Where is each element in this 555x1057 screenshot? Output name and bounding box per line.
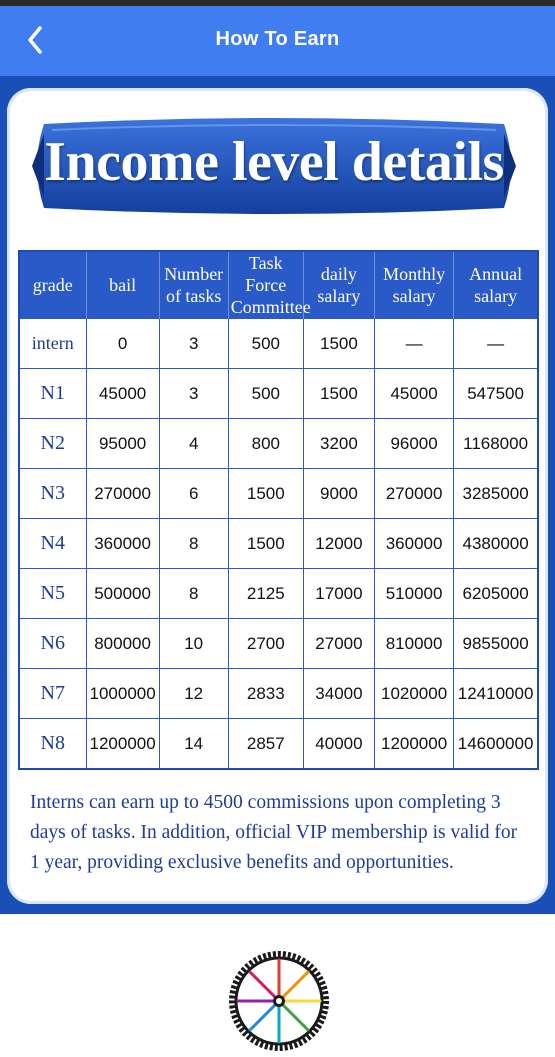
table-cell: 3 [159,369,228,419]
table-cell: 2125 [228,569,303,619]
table-cell: 95000 [86,419,159,469]
header-annual-salary: Annual salary [454,251,538,319]
table-cell: 360000 [86,519,159,569]
app-bar [0,6,555,76]
table-row [19,619,538,669]
table-header-row [19,251,538,319]
page-title: How To Earn [215,28,340,50]
table-cell: 3200 [303,419,374,469]
header-daily-salary: daily salary [303,251,374,319]
table-cell: 12000 [303,519,374,569]
table-cell: 8 [159,519,228,569]
table-row [19,519,538,569]
table-cell: 1200000 [86,719,159,770]
poster-note: Interns can earn up to 4500 commissions upon completing 3 days of tasks. In addition, official VIP membership is valid for 1 year, providing exclusive benefits and opportunities. [30,792,518,873]
table-cell: 8 [159,569,228,619]
table-cell: — [454,319,538,369]
table-cell: 45000 [374,369,453,419]
banner-title: Income level details [44,131,504,193]
income-table [18,250,539,770]
table-cell: 270000 [86,469,159,519]
table-cell: 1200000 [374,719,453,770]
grade-cell: N2 [19,419,86,469]
header-monthly-salary: Monthly salary [374,251,453,319]
grade-cell: N6 [19,619,86,669]
grade-cell: N7 [19,669,86,719]
table-cell: 10 [159,619,228,669]
color-wheel-icon [228,950,330,1052]
table-cell: 34000 [303,669,374,719]
table-cell: 810000 [374,619,453,669]
table-cell: 270000 [374,469,453,519]
table-cell: 500000 [86,569,159,619]
table-body [19,319,538,770]
header-grade: grade [19,251,86,319]
table-cell: 3 [159,319,228,369]
table-row [19,319,538,369]
table-cell: 6205000 [454,569,538,619]
table-cell: 360000 [374,519,453,569]
table-cell: 510000 [374,569,453,619]
table-cell: 14600000 [454,719,538,770]
table-cell: 1500 [303,369,374,419]
table-cell: 547500 [454,369,538,419]
table-row [19,419,538,469]
table-cell: — [374,319,453,369]
table-cell: 1500 [303,319,374,369]
grade-cell: N3 [19,469,86,519]
table-cell: 500 [228,319,303,369]
header-bail: bail [86,251,159,319]
table-cell: 6 [159,469,228,519]
table-cell: 3285000 [454,469,538,519]
grade-cell: N4 [19,519,86,569]
table-cell: 500 [228,369,303,419]
wheel-button[interactable] [228,950,330,1052]
table-cell: 14 [159,719,228,770]
grade-cell: N5 [19,569,86,619]
table-row [19,669,538,719]
table-cell: 40000 [303,719,374,770]
table-cell: 2857 [228,719,303,770]
table-cell: 45000 [86,369,159,419]
table-cell: 4 [159,419,228,469]
table-cell: 0 [86,319,159,369]
table-row [19,469,538,519]
grade-cell: N1 [19,369,86,419]
banner [30,116,518,216]
table-cell: 9000 [303,469,374,519]
table-cell: 800 [228,419,303,469]
table-cell: 1000000 [86,669,159,719]
table-cell: 2700 [228,619,303,669]
header-task-force-committee: Task Force Committee [228,251,303,319]
table-cell: 4380000 [454,519,538,569]
table-cell: 96000 [374,419,453,469]
table-cell: 9855000 [454,619,538,669]
table-cell: 1500 [228,469,303,519]
table-cell: 12410000 [454,669,538,719]
table-cell: 1500 [228,519,303,569]
table-cell: 12 [159,669,228,719]
table-row [19,369,538,419]
table-cell: 1020000 [374,669,453,719]
table-cell: 2833 [228,669,303,719]
grade-cell: intern [19,319,86,369]
header-number-of-tasks: Number of tasks [159,251,228,319]
table-row [19,569,538,619]
table-row [19,719,538,770]
income-poster [0,76,555,914]
grade-cell: N8 [19,719,86,770]
table-cell: 27000 [303,619,374,669]
table-cell: 1168000 [454,419,538,469]
table-cell: 17000 [303,569,374,619]
table-cell: 800000 [86,619,159,669]
